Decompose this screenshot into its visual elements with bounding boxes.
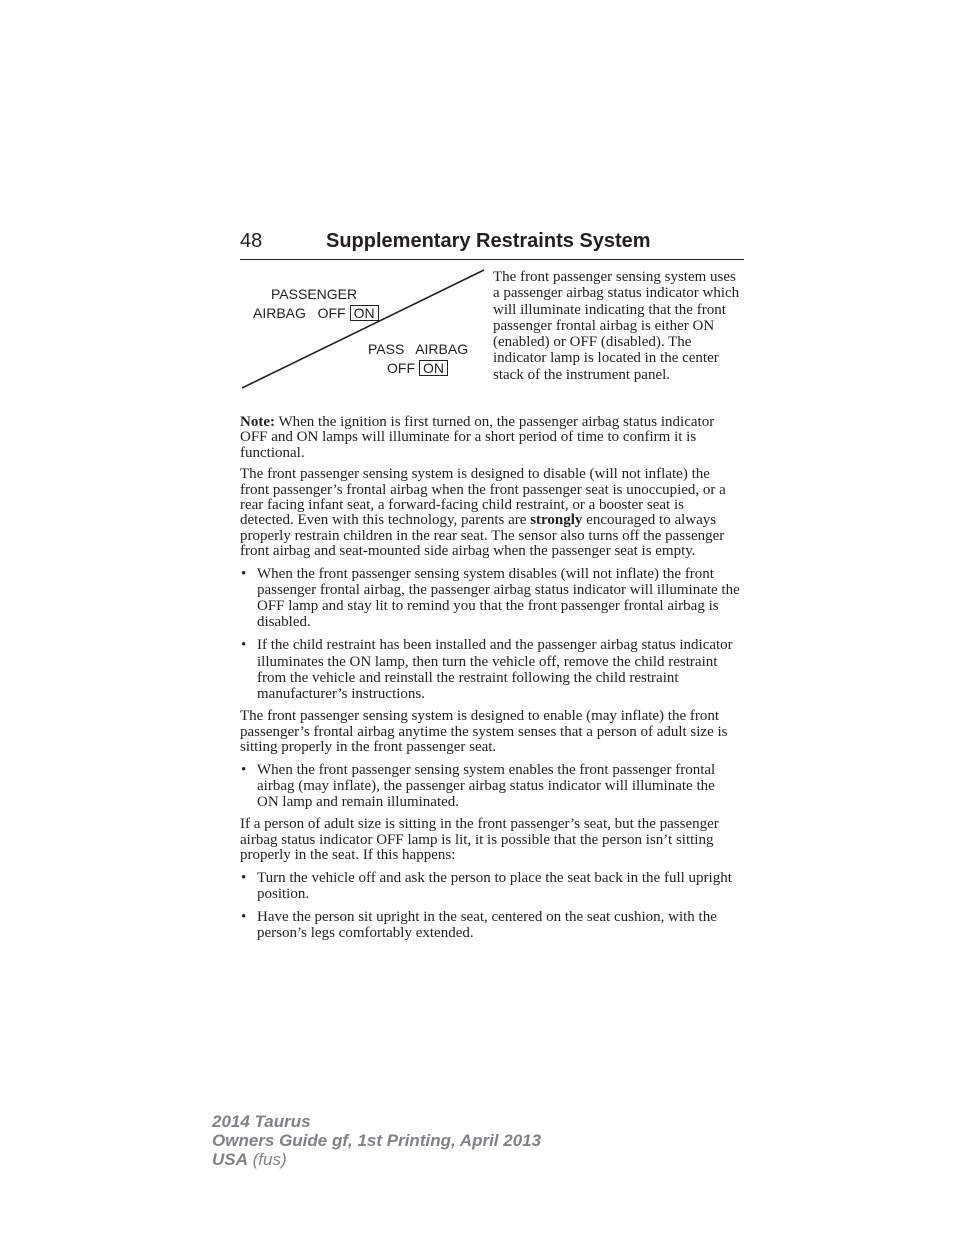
intro-paragraph: The front passenger sensing system uses a passenger airbag status indicator which will illuminate indicating that the front passenger frontal airbag is either ON (enabled) or OFF (disabled). The indicator lamp is located in the center stack of the instrument panel. [493, 269, 740, 383]
upper-on-lamp: ON [350, 305, 379, 321]
bullet-list-3 [240, 870, 740, 942]
footer-guide: Owners Guide gf, 1st Printing, April 2013 [212, 1131, 542, 1150]
emphasis-strongly: strongly [530, 512, 583, 529]
footer-region-country: USA [212, 1150, 248, 1169]
list-item: • If the child restraint has been installed and the passenger airbag status indicator illuminates the ON lamp, then turn the vehicle off, remove the child restraint from the vehicle and reinstall the restraint following the child restraint manufacturer’s instructions. [240, 637, 740, 702]
page-header [240, 229, 744, 260]
upper-indicator-label-line1: PASSENGER [271, 286, 358, 302]
paragraph-adult-size: If a person of adult size is sitting in the front passenger’s seat, but the passenger airbag status indicator OFF lamp is lit, it is possible that the person isn’t sitting properly in the seat. If this happens: [240, 816, 719, 863]
note-label: Note: [240, 414, 275, 430]
lower-indicator-label-line1: PASS AIRBAG [368, 341, 469, 357]
section-title: Supplementary Restraints System [326, 230, 651, 252]
paragraph-enable: The front passenger sensing system is designed to enable (may inflate) the front passenger’s frontal airbag anytime the system senses that a person of adult size is sitting properly in the front passenger seat. [240, 708, 728, 755]
bullet-list-1 [240, 566, 740, 703]
body-text [240, 415, 740, 949]
page-footer [212, 1112, 541, 1169]
bullet-list-2 [240, 762, 740, 811]
lower-indicator-row [387, 360, 448, 376]
footer-model: 2014 Taurus [212, 1112, 311, 1131]
footer-region-code: (fus) [247, 1150, 287, 1169]
list-item: • Have the person sit upright in the seat, centered on the seat cushion, with the person’s legs comfortably extended. [240, 909, 740, 941]
note-paragraph [240, 415, 740, 461]
paragraph-disable-text-a: The front passenger sensing system is designed to disable (will not inflate) the front passenger’s frontal airbag when the front passenger seat is unoccupied, or a rear facing infant seat, a forward-facing child restraint, or a booster seat is detected. Even with this technology, parents are [240, 466, 726, 529]
lower-indicator-label-line2: OFF [387, 360, 415, 376]
note-text: When the ignition is first turned on, the passenger airbag status indicator OFF and ON lamps will illuminate for a short period of time to confirm it is functional. [240, 414, 715, 461]
upper-indicator-label-line2: AIRBAG OFF [253, 305, 346, 321]
lower-on-lamp: ON [419, 360, 448, 376]
list-item: • When the front passenger sensing system enables the front passenger frontal airbag (may inflate), the passenger airbag status indicator will illuminate the ON lamp and remain illuminated. [240, 762, 740, 811]
footer-region [212, 1150, 541, 1169]
list-item: • When the front passenger sensing system disables (will not inflate) the front passenger frontal airbag, the passenger airbag status indicator will illuminate the OFF lamp and stay lit to remind you that the front passenger frontal airbag is disabled. [240, 566, 740, 631]
page-number: 48 [240, 230, 263, 252]
list-item: • Turn the vehicle off and ask the person to place the seat back in the full upright position. [240, 870, 740, 902]
paragraph-disable [240, 467, 740, 559]
airbag-indicator-figure [240, 268, 486, 390]
paragraph-disable-text-b: encouraged to always properly restrain children in the rear seat. The sensor also turns off the passenger front airbag and seat-mounted side airbag when the passenger seat is empty. [240, 512, 725, 559]
upper-indicator-row [253, 305, 379, 321]
